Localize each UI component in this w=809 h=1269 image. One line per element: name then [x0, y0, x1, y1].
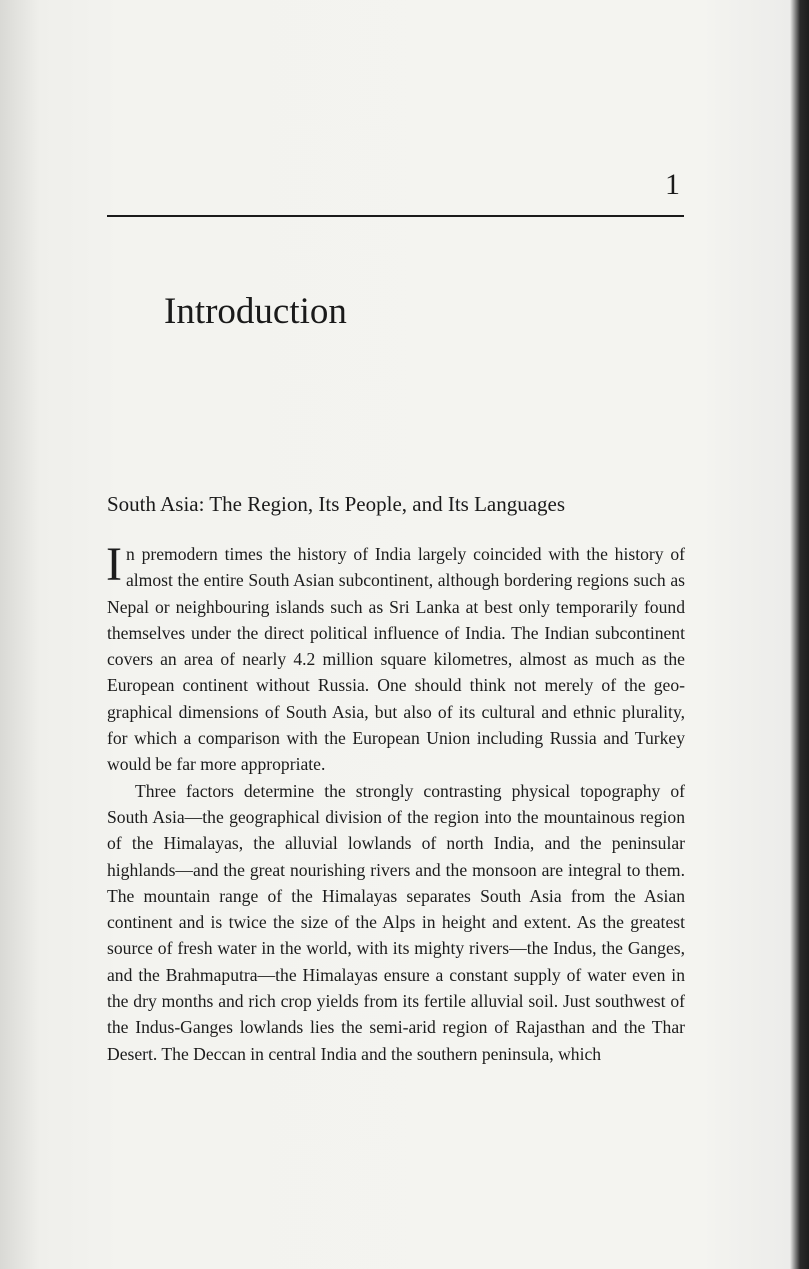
body-text: [106, 538, 685, 1067]
chapter-rule: [107, 215, 684, 217]
paragraph-1-text: n premodern times the history of India largely coincided with the history of almost the entire South Asian subcontinent, although bordering regions such as Nepal or neighbouring islands such as Sri Lanka at best only temporarily found themselves under the direct political influence of India. The Indian subcontinent covers an area of nearly 4.2 million square kilometres, almost as much as the European continent without Russia. One should think not merely of the geographical dimensions of South Asia, but also of its cultural and ethnic plurality, for which a comparison with the European Union including Russia and Turkey would be far more appropriate.: [107, 544, 685, 775]
section-heading: South Asia: The Region, Its People, and Its Languages: [107, 492, 566, 516]
chapter-title: Introduction: [164, 291, 347, 332]
paragraph-2: Three factors determine the strongly contrasting physical topography of South Asia—the geographical division of the region into the mountainous region of the Himalayas, the alluvial lowlands of north India, and the peninsular highlands—and the great nourishing rivers and the monsoon are integral to them. The mountain range of the Himalayas separates South Asia from the Asian continent and is twice the size of the Alps in height and extent. As the greatest source of fresh water in the world, with its mighty rivers—the Indus, the Ganges, and the Brahmaputra—the Himalayas ensure a constant supply of water even in the dry months and rich crop yields from its fertile alluvial soil. Just southwest of the Indus-Ganges lowlands lies the semi-arid region of Rajasthan and the Thar Desert. The Deccan in central India and the southern peninsula, which: [107, 780, 685, 1064]
chapter-number: 1: [665, 168, 680, 201]
drop-cap: I: [106, 538, 122, 591]
paragraph-1: [106, 538, 685, 778]
